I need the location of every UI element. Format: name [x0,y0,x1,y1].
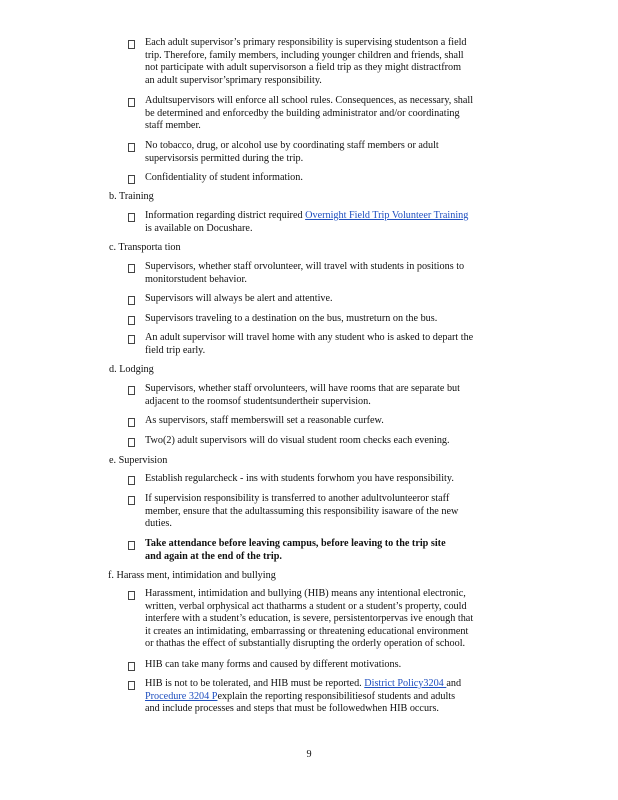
text-line: it creates an intimidating, embarrassing or threatening educational environment [145,625,469,637]
text-line: An adult supervisor will travel home with any student who is asked to depart the [145,332,474,343]
text-line: Supervisors, whether staff orvolunteers, will have rooms that are separate but [145,383,460,394]
bullet-icon [127,315,135,325]
list-item [145,140,537,165]
text-line: No tobacco, drug, or alcohol use by coordinating staff members or adult [145,140,439,151]
text-line: supervisorsis permitted during the trip. [145,152,304,164]
bullet-icon [127,142,135,152]
text-line: HIB can take many forms and caused by different motivations. [145,659,402,670]
section-heading-supervision: e. Supervision [109,455,168,466]
list-item [145,313,537,326]
text-line: and again at the end of the trip. [145,550,282,562]
text-line: or thathas the effect of substantially disrupting the orderly operation of school. [145,638,466,650]
list-item [145,435,537,448]
bullet-icon [127,97,135,107]
bullet-icon [127,417,135,427]
section-heading-harassment: f. Harass ment, intimidation and bullying [108,570,276,581]
text-fragment: HIB is not to be tolerated, and HIB must be reported. [145,678,365,689]
text-line: Take attendance before leaving campus, before leaving to the trip site [145,538,446,549]
text-line: interfere with a student’s education, is severe, persistentorpervas ive enough that [145,613,474,625]
list-item [145,493,537,531]
text-fragment: and [446,678,462,689]
section-heading-lodging: d. Lodging [109,364,154,375]
text-line: Confidentiality of student information. [145,172,303,183]
text-line: adjacent to the roomsof studentsundertheir supervision. [145,395,371,407]
section-heading-training: b. Training [109,191,154,202]
text-fragment: Information regarding district required [145,210,306,221]
text-fragment: explain the reporting responsibilitiesof students and adults [217,690,456,702]
text-line: is available on Docushare. [145,222,253,234]
section-heading-transportation: c. Transporta tion [109,242,181,253]
text-line: member, ensure that the adultassuming this responsibility isaware of the new [145,505,459,517]
text-line: staff member. [145,120,201,132]
district-policy-link[interactable]: District Policy3204 [364,678,447,689]
list-item [145,210,537,235]
bullet-icon [127,174,135,184]
text-line: Two(2) adult supervisors will do visual student room checks each evening. [145,435,450,446]
list-item-bold [145,538,537,563]
bullet-icon [127,661,135,671]
text-line: Supervisors will always be alert and attentive. [145,293,333,304]
list-item [145,293,537,306]
list-item [145,415,537,428]
list-item [145,37,537,87]
text-line: Supervisors, whether staff orvolunteer, will travel with students in positions to [145,261,465,272]
text-line: field trip early. [145,344,206,356]
training-link[interactable]: Overnight Field Trip Volunteer Training [305,210,469,221]
bullet-icon [127,590,135,600]
text-line: Adultsupervisors will enforce all school rules. Consequences, as necessary, shall [145,95,474,106]
text-line: monitorstudent behavior. [145,273,247,285]
bullet-icon [127,263,135,273]
text-line: Harassment, intimidation and bullying (HIB) means any intentional electronic, [145,588,466,599]
list-item [145,659,537,672]
list-item [145,588,537,651]
list-item [145,172,537,185]
text-line: Establish regularcheck - ins with students forwhom you have responsibility. [145,473,454,484]
text-line: written, verbal orphysical act thatharms a student or a student’s property, could [145,600,467,612]
bullet-icon [127,437,135,447]
bullet-icon [127,475,135,485]
text-line: Supervisors traveling to a destination on the bus, mustreturn on the bus. [145,313,438,324]
list-item [145,473,537,486]
list-item [145,332,537,357]
bullet-icon [127,680,135,690]
text-line: Each adult supervisor’s primary responsibility is supervising studentson a field [145,37,467,48]
bullet-icon [127,495,135,505]
bullet-icon [127,540,135,550]
text-line: If supervision responsibility is transferred to another adultvolunteeror staff [145,493,450,504]
bullet-icon [127,39,135,49]
text-line: and include processes and steps that must be followedwhen HIB occurs. [145,703,439,715]
bullet-icon [127,295,135,305]
procedure-link[interactable]: Procedure 3204 P [145,690,218,702]
list-item [145,261,537,286]
text-line: an adult supervisor’sprimary responsibility. [145,74,322,86]
text-line: duties. [145,518,172,530]
page-number: 9 [306,749,312,760]
list-item [145,678,537,716]
text-line: be determined and enforcedby the building administrator and/or coordinating [145,107,460,119]
bullet-icon [127,334,135,344]
list-item [145,383,537,408]
bullet-icon [127,385,135,395]
bullet-icon [127,212,135,222]
list-item [145,95,537,133]
text-line: As supervisors, staff memberswill set a reasonable curfew. [145,415,384,426]
text-line: trip. Therefore, family members, including younger children and friends, shall [145,49,464,61]
text-line: not participate with adult supervisorson a field trip as they might distractfrom [145,62,462,74]
